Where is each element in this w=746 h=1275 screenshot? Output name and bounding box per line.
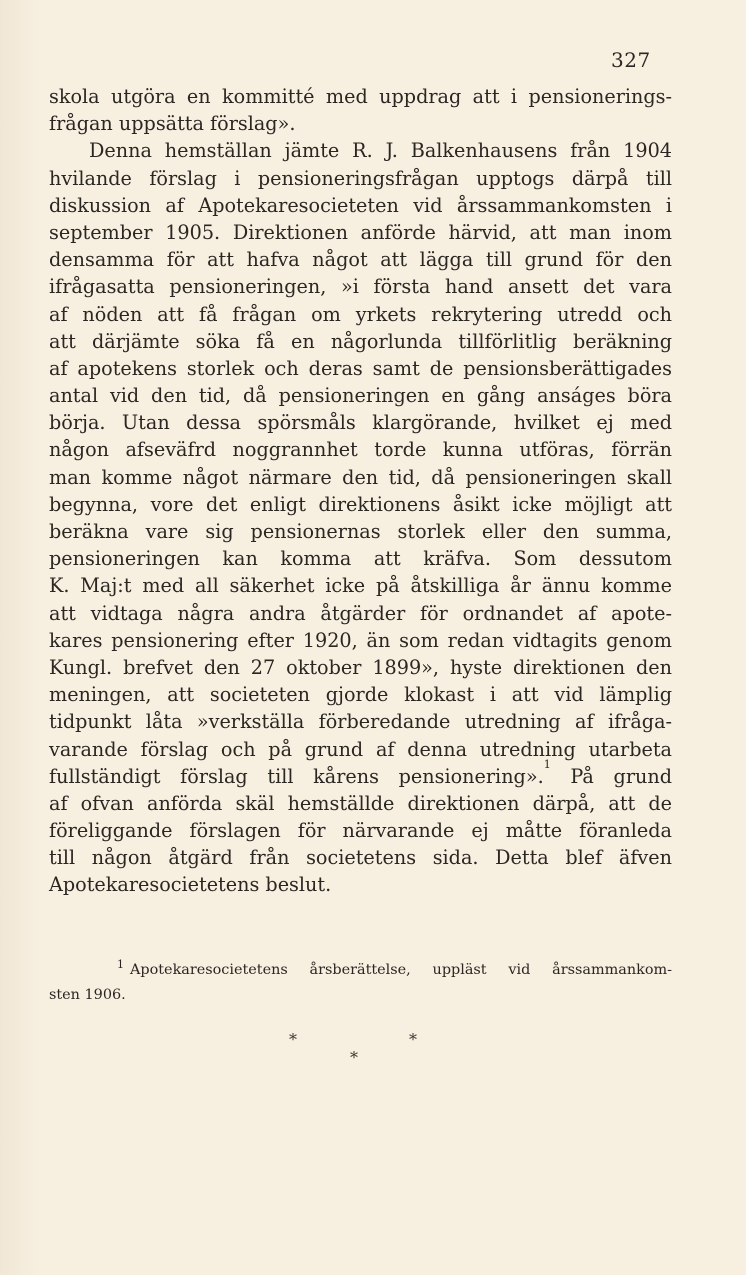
text-line: varande förslag och på grund af denna utredning utarbeta: [49, 737, 672, 761]
text-line: tidpunkt låta »verkställa förberedande utredning af ifråga-: [49, 710, 672, 734]
text-line-segment: fullständigt förslag till kårens pensionering».: [49, 764, 544, 788]
paragraph-start-line: Denna hemställan jämte R. J. Balkenhausens från 1904: [89, 139, 672, 163]
section-divider-asterisks: [0, 1022, 746, 1082]
text-line: till någon åtgärd från societetens sida. Detta blef äfven: [49, 846, 672, 870]
text-line: af ofvan anförda skäl hemställde direktionen därpå, att de: [49, 791, 672, 815]
text-line: man komme något närmare den tid, då pensioneringen skall: [49, 465, 672, 489]
text-line-segment: På grund: [570, 764, 672, 788]
text-line: att därjämte söka få en någorlunda tillförlitlig beräkning: [49, 329, 672, 353]
asterisk-icon: *: [289, 1030, 297, 1049]
text-line: af apotekens storlek och deras samt de pensionsberättigades: [49, 356, 672, 380]
text-line: begynna, vore det enligt direktionens åsikt icke möjligt att: [49, 492, 672, 516]
text-line: föreliggande förslagen för närvarande ej måtte föranleda: [49, 819, 672, 843]
text-line: densamma för att hafva något att lägga till grund för den: [49, 248, 672, 272]
text-line: Apotekaresocietetens beslut.: [49, 873, 332, 897]
page-number: 327: [611, 48, 651, 72]
text-line: skola utgöra en kommitté med uppdrag att i pensionerings-: [49, 85, 672, 108]
text-line: att vidtaga några andra åtgärder för ordnandet af apote-: [49, 601, 672, 625]
footnote-line: [49, 958, 672, 983]
text-line: frågan uppsätta förslag».: [49, 112, 296, 136]
text-line: antal vid den tid, då pensioneringen en gång anságes böra: [49, 384, 672, 408]
text-line: någon afseväfrd noggrannhet torde kunna utföras, förrän: [49, 438, 672, 462]
text-line: hvilande förslag i pensioneringsfrågan upptogs därpå till: [49, 166, 672, 190]
text-line: september 1905. Direktionen anförde härvid, att man inom: [49, 220, 672, 244]
text-line: diskussion af Apotekaresocieteten vid årssammankomsten i: [49, 193, 672, 217]
text-line-with-footnote-ref: [49, 758, 672, 790]
asterisk-icon: *: [409, 1030, 417, 1049]
asterisk-icon: *: [350, 1048, 358, 1067]
footnote-reference[interactable]: 1: [543, 758, 551, 772]
footnote-text: Apotekaresocietetens årsberättelse, uppläst vid årssammankom-: [130, 962, 672, 978]
text-line: meningen, att societeten gjorde klokast i att vid lämplig: [49, 683, 672, 707]
text-line: Kungl. brefvet den 27 oktober 1899», hyste direktionen den: [49, 655, 672, 679]
footnote: [49, 958, 672, 1007]
text-line: kares pensionering efter 1920, än som redan vidtagits genom: [49, 628, 672, 652]
text-line: pensioneringen kan komma att kräfva. Som dessutom: [49, 547, 672, 571]
footnote-marker: 1: [117, 958, 124, 971]
text-line: börja. Utan dessa spörsmåls klargörande, hvilket ej med: [49, 411, 672, 435]
body-text: [49, 83, 672, 899]
text-line: af nöden att få frågan om yrkets rekrytering utredd och: [49, 302, 672, 326]
text-line: beräkna vare sig pensionernas storlek eller den summa,: [49, 520, 672, 543]
text-line: K. Maj:t med all säkerhet icke på åtskilliga år ännu komme: [49, 574, 672, 598]
text-line: ifrågasatta pensioneringen, »i första hand ansett det vara: [49, 275, 672, 299]
footnote-line: sten 1906.: [49, 987, 126, 1003]
